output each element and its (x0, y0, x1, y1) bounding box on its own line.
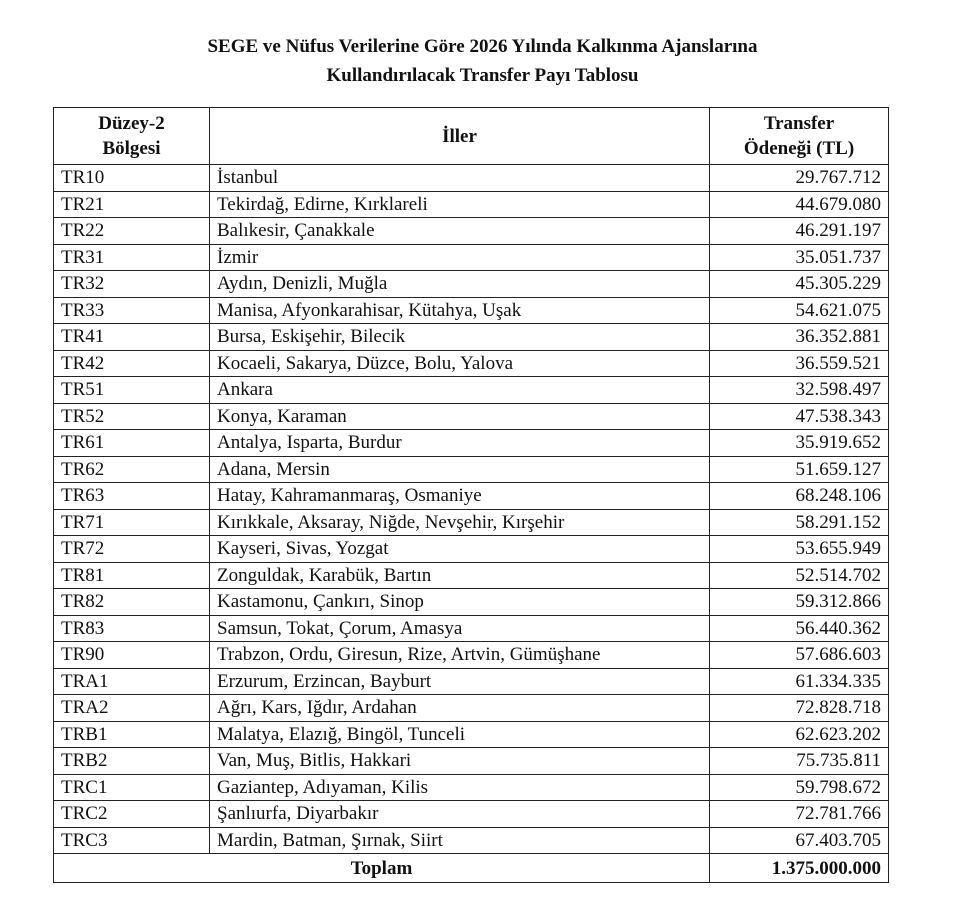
amount-cell: 62.623.202 (710, 721, 889, 748)
provinces-cell: Hatay, Kahramanmaraş, Osmaniye (210, 483, 710, 510)
total-label: Toplam (54, 854, 710, 883)
amount-cell: 51.659.127 (710, 456, 889, 483)
transfer-table (53, 107, 889, 883)
region-code-cell: TR41 (54, 324, 210, 351)
region-code-cell: TR42 (54, 350, 210, 377)
provinces-cell: Adana, Mersin (210, 456, 710, 483)
provinces-cell: Kastamonu, Çankırı, Sinop (210, 589, 710, 616)
header-region-line-2: Bölgesi (102, 138, 161, 159)
table-row (54, 403, 889, 430)
table-row (54, 562, 889, 589)
total-amount: 1.375.000.000 (710, 854, 889, 883)
table-body (54, 165, 889, 854)
table-row (54, 218, 889, 245)
region-code-cell: TR83 (54, 615, 210, 642)
region-code-cell: TR21 (54, 191, 210, 218)
region-code-cell: TR90 (54, 642, 210, 669)
amount-cell: 57.686.603 (710, 642, 889, 669)
region-code-cell: TRB1 (54, 721, 210, 748)
table-row (54, 271, 889, 298)
region-code-cell: TR51 (54, 377, 210, 404)
amount-cell: 68.248.106 (710, 483, 889, 510)
table-row (54, 191, 889, 218)
provinces-cell: İstanbul (210, 165, 710, 192)
provinces-cell: Mardin, Batman, Şırnak, Siirt (210, 827, 710, 854)
region-code-cell: TR82 (54, 589, 210, 616)
provinces-cell: Şanlıurfa, Diyarbakır (210, 801, 710, 828)
region-code-cell: TR63 (54, 483, 210, 510)
table-row (54, 509, 889, 536)
amount-cell: 72.781.766 (710, 801, 889, 828)
provinces-cell: Samsun, Tokat, Çorum, Amasya (210, 615, 710, 642)
amount-cell: 46.291.197 (710, 218, 889, 245)
header-region-line-1: Düzey-2 (98, 113, 165, 134)
region-code-cell: TRC2 (54, 801, 210, 828)
table-row (54, 748, 889, 775)
table-row (54, 721, 889, 748)
provinces-cell: Antalya, Isparta, Burdur (210, 430, 710, 457)
table-row (54, 456, 889, 483)
region-code-cell: TRA2 (54, 695, 210, 722)
provinces-cell: Bursa, Eskişehir, Bilecik (210, 324, 710, 351)
amount-cell: 54.621.075 (710, 297, 889, 324)
provinces-cell: Konya, Karaman (210, 403, 710, 430)
amount-cell: 56.440.362 (710, 615, 889, 642)
provinces-cell: Kayseri, Sivas, Yozgat (210, 536, 710, 563)
amount-cell: 35.919.652 (710, 430, 889, 457)
amount-cell: 45.305.229 (710, 271, 889, 298)
region-code-cell: TR71 (54, 509, 210, 536)
region-code-cell: TR10 (54, 165, 210, 192)
amount-cell: 44.679.080 (710, 191, 889, 218)
table-row (54, 165, 889, 192)
header-amount-line-1: Transfer (763, 113, 835, 134)
amount-cell: 36.559.521 (710, 350, 889, 377)
region-code-cell: TR72 (54, 536, 210, 563)
table-row (54, 642, 889, 669)
provinces-cell: Ağrı, Kars, Iğdır, Ardahan (210, 695, 710, 722)
table-row (54, 377, 889, 404)
provinces-cell: Manisa, Afyonkarahisar, Kütahya, Uşak (210, 297, 710, 324)
amount-cell: 72.828.718 (710, 695, 889, 722)
table-row (54, 695, 889, 722)
amount-cell: 47.538.343 (710, 403, 889, 430)
amount-cell: 61.334.335 (710, 668, 889, 695)
table-row (54, 324, 889, 351)
provinces-cell: Malatya, Elazığ, Bingöl, Tunceli (210, 721, 710, 748)
amount-cell: 32.598.497 (710, 377, 889, 404)
amount-cell: 67.403.705 (710, 827, 889, 854)
total-row (54, 854, 889, 883)
amount-cell: 29.767.712 (710, 165, 889, 192)
region-code-cell: TR32 (54, 271, 210, 298)
table-row (54, 589, 889, 616)
region-code-cell: TR31 (54, 244, 210, 271)
document-title-line-2: Kullandırılacak Transfer Payı Tablosu (326, 65, 639, 86)
header-amount (710, 108, 889, 165)
table-row (54, 668, 889, 695)
amount-cell: 36.352.881 (710, 324, 889, 351)
region-code-cell: TR33 (54, 297, 210, 324)
provinces-cell: Trabzon, Ordu, Giresun, Rize, Artvin, Gümüşhane (210, 642, 710, 669)
table-header-row (54, 108, 889, 165)
region-code-cell: TR81 (54, 562, 210, 589)
table-row (54, 297, 889, 324)
table-row (54, 615, 889, 642)
amount-cell: 53.655.949 (710, 536, 889, 563)
provinces-cell: Kırıkkale, Aksaray, Niğde, Nevşehir, Kırşehir (210, 509, 710, 536)
table-row (54, 801, 889, 828)
provinces-cell: Zonguldak, Karabük, Bartın (210, 562, 710, 589)
amount-cell: 58.291.152 (710, 509, 889, 536)
region-code-cell: TR52 (54, 403, 210, 430)
header-region (54, 108, 210, 165)
document-title-line-1: SEGE ve Nüfus Verilerine Göre 2026 Yılında Kalkınma Ajanslarına (207, 36, 758, 57)
table-row (54, 430, 889, 457)
amount-cell: 59.312.866 (710, 589, 889, 616)
header-amount-line-2: Ödeneği (TL) (743, 138, 855, 159)
table-row (54, 350, 889, 377)
amount-cell: 75.735.811 (710, 748, 889, 775)
region-code-cell: TRA1 (54, 668, 210, 695)
table-row (54, 827, 889, 854)
provinces-cell: Aydın, Denizli, Muğla (210, 271, 710, 298)
header-provinces: İller (210, 108, 710, 165)
region-code-cell: TR22 (54, 218, 210, 245)
region-code-cell: TRC1 (54, 774, 210, 801)
provinces-cell: İzmir (210, 244, 710, 271)
provinces-cell: Gaziantep, Adıyaman, Kilis (210, 774, 710, 801)
provinces-cell: Kocaeli, Sakarya, Düzce, Bolu, Yalova (210, 350, 710, 377)
region-code-cell: TRC3 (54, 827, 210, 854)
region-code-cell: TRB2 (54, 748, 210, 775)
table-row (54, 244, 889, 271)
provinces-cell: Erzurum, Erzincan, Bayburt (210, 668, 710, 695)
provinces-cell: Balıkesir, Çanakkale (210, 218, 710, 245)
table-row (54, 774, 889, 801)
provinces-cell: Tekirdağ, Edirne, Kırklareli (210, 191, 710, 218)
provinces-cell: Ankara (210, 377, 710, 404)
provinces-cell: Van, Muş, Bitlis, Hakkari (210, 748, 710, 775)
amount-cell: 52.514.702 (710, 562, 889, 589)
table-row (54, 483, 889, 510)
region-code-cell: TR61 (54, 430, 210, 457)
region-code-cell: TR62 (54, 456, 210, 483)
amount-cell: 35.051.737 (710, 244, 889, 271)
amount-cell: 59.798.672 (710, 774, 889, 801)
table-row (54, 536, 889, 563)
